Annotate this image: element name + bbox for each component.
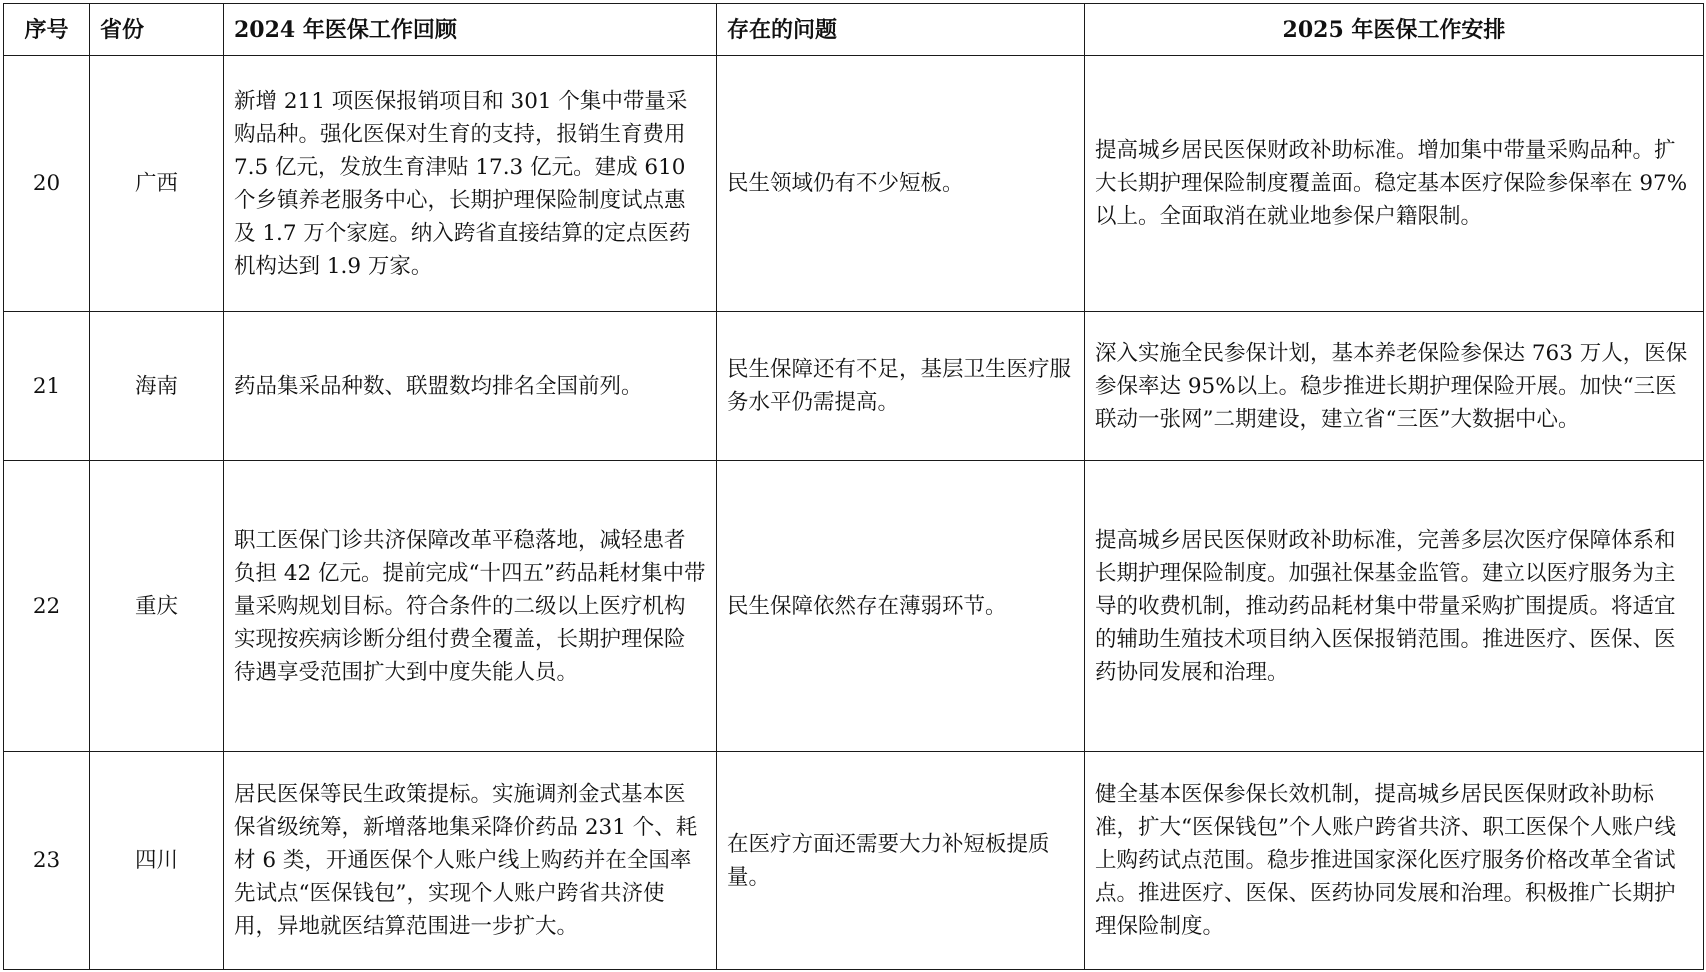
issues-text xyxy=(717,752,1085,970)
review-text xyxy=(224,461,717,752)
issues-text-content: 民生保障还有不足，基层卫生医疗服务水平仍需提高。 xyxy=(727,357,1072,415)
row-number: 22 xyxy=(4,461,90,752)
province-name: 重庆 xyxy=(90,461,224,752)
review-text xyxy=(224,752,717,970)
table-row xyxy=(4,56,1704,312)
province-name: 海南 xyxy=(90,312,224,461)
header-row xyxy=(4,4,1704,56)
table-row xyxy=(4,312,1704,461)
review-text-content: 职工医保门诊共济保障改革平稳落地，减轻患者负担 42 亿元。提前完成“十四五”药品耗材集中带量采购规划目标。符合条件的二级以上医疗机构实现按疾病诊断分组付费全覆盖，长期护理保险待遇享受范围扩大到中度失能人员。 xyxy=(234,527,706,685)
plan-text-content: 提高城乡居民医保财政补助标准，完善多层次医疗保障体系和长期护理保险制度。加强社保基金监管。建立以医疗服务为主导的收费机制，推动药品耗材集中带量采购扩围提质。将适宜的辅助生殖技术项目纳入医保报销范围。推进医疗、医保、医药协同发展和治理。 xyxy=(1095,527,1676,685)
issues-text xyxy=(717,56,1085,312)
plan-text xyxy=(1085,56,1704,312)
header-review: 2024 年医保工作回顾 xyxy=(224,4,717,56)
issues-text-content: 在医疗方面还需要大力补短板提质量。 xyxy=(727,831,1050,890)
row-number: 23 xyxy=(4,752,90,970)
table-row xyxy=(4,461,1704,752)
issues-text-content: 民生领域仍有不少短板。 xyxy=(727,171,964,196)
plan-text-content: 深入实施全民参保计划，基本养老保险参保达 763 万人，医保参保率达 95%以上。稳步推进长期护理保险开展。加快“三医联动一张网”二期建设，建立省“三医”大数据中心。 xyxy=(1095,340,1688,432)
province-name: 四川 xyxy=(90,752,224,970)
policy-table xyxy=(3,3,1704,970)
row-number: 21 xyxy=(4,312,90,461)
plan-text xyxy=(1085,312,1704,461)
issues-text-content: 民生保障依然存在薄弱环节。 xyxy=(727,593,1007,619)
province-name: 广西 xyxy=(90,56,224,312)
plan-text xyxy=(1085,461,1704,752)
header-no: 序号 xyxy=(4,4,90,56)
issues-text xyxy=(717,312,1085,461)
plan-text xyxy=(1085,752,1704,970)
header-province: 省份 xyxy=(90,4,224,56)
header-plan: 2025 年医保工作安排 xyxy=(1085,4,1704,56)
review-text xyxy=(224,312,717,461)
review-text-content: 新增 211 项医保报销项目和 301 个集中带量采购品种。强化医保对生育的支持，报销生育费用 7.5 亿元，发放生育津贴 17.3 亿元。建成 610 个乡镇养老服务中心，长期护理保险制度试点惠及 1.7 万个家庭。纳入跨省直接结算的定点医药机构达到 1.9 万家。 xyxy=(234,88,691,279)
issues-text xyxy=(717,461,1085,752)
plan-text-content: 健全基本医保参保长效机制，提高城乡居民医保财政补助标准，扩大“医保钱包”个人账户跨省共济、职工医保个人账户线上购药试点范围。稳步推进国家深化医疗服务价格改革全省试点。推进医疗、医保、医药协同发展和治理。积极推广长期护理保险制度。 xyxy=(1095,782,1676,939)
plan-text-content: 提高城乡居民医保财政补助标准。增加集中带量采购品种。扩大长期护理保险制度覆盖面。稳定基本医疗保险参保率在 97%以上。全面取消在就业地参保户籍限制。 xyxy=(1095,138,1688,229)
review-text-content: 药品集采品种数、联盟数均排名全国前列。 xyxy=(234,373,643,399)
row-number: 20 xyxy=(4,56,90,312)
review-text xyxy=(224,56,717,312)
header-issues: 存在的问题 xyxy=(717,4,1085,56)
table-row xyxy=(4,752,1704,970)
review-text-content: 居民医保等民生政策提标。实施调剂金式基本医保省级统筹，新增落地集采降价药品 231 个、耗材 6 类，开通医保个人账户线上购药并在全国率先试点“医保钱包”，实现个人账户跨省共济使用，异地就医结算范围进一步扩大。 xyxy=(234,782,698,939)
